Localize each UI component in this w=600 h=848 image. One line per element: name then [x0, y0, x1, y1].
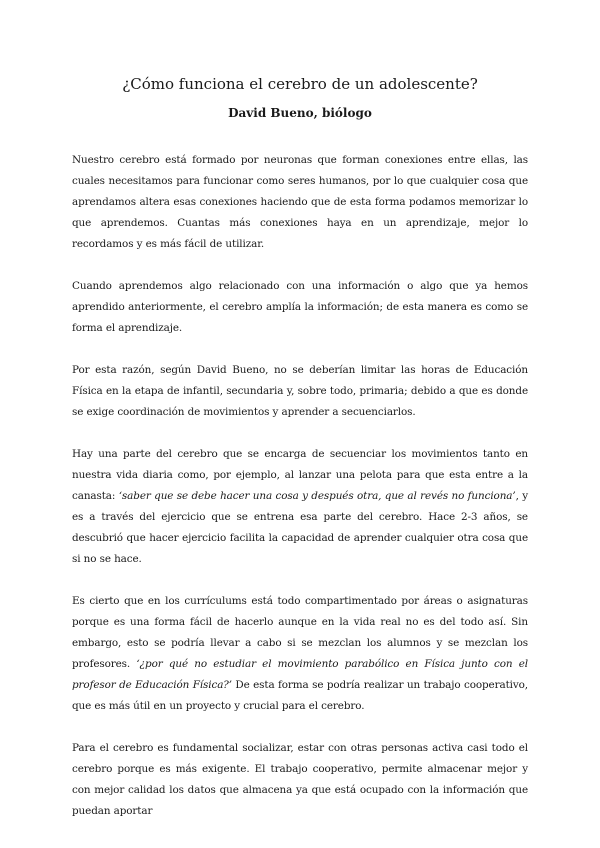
paragraph-5-text-before: Es cierto que en los currículums está todo compartimentado por áreas o asignaturas porque es una forma fácil de hacerlo aunque en la vida real no es del todo así. Sin embargo, esto se podría llevar a cabo si se mezclan los alumnos y se mezclan los profesores. [72, 595, 528, 670]
paragraph-6: Para el cerebro es fundamental socializar, estar con otras personas activa casi todo el cerebro porque es más exigente. El trabajo cooperativo, permite almacenar mejor y con mejor calidad los datos que almacena ya que está ocupado con la información que puedan aportar [72, 742, 528, 817]
paragraph-5-quote: ‘¿por qué no estudiar el movimiento parabólico en Física junto con el profesor de Educación Física?’ [72, 658, 529, 691]
page-title: ¿Cómo funciona el cerebro de un adolescente? [122, 75, 478, 93]
author-line: David Bueno, biólogo [228, 106, 372, 120]
paragraph-4-quote: ‘saber que se debe hacer una cosa y después otra, que al revés no funciona’ [118, 490, 516, 502]
paragraph-4-text-before: Hay una parte del cerebro que se encarga de secuenciar los movimientos tanto en nuestra vida diaria como, por ejemplo, al lanzar una pelota para que esta entre a la canasta: [72, 448, 528, 502]
paragraph-5 [72, 591, 528, 717]
paragraph-5-text-after: De esta forma se podría realizar un trabajo cooperativo, que es más útil en un proyecto y crucial para el cerebro. [72, 679, 528, 712]
paragraph-4 [72, 444, 528, 570]
paragraph-1: Nuestro cerebro está formado por neuronas que forman conexiones entre ellas, las cuales necesitamos para funcionar como seres humanos, por lo que cualquier cosa que aprendamos altera esas conexiones haciendo que de esta forma podamos memorizar lo que aprendemos. Cuantas más conexiones haya en un aprendizaje, mejor lo recordamos y es más fácil de utilizar. [72, 154, 528, 250]
paragraph-3: Por esta razón, según David Bueno, no se deberían limitar las horas de Educación Física en la etapa de infantil, secundaria y, sobre todo, primaria; debido a que es donde se exige coordinación de movimientos y aprender a secuenciarlos. [72, 364, 528, 418]
article-body [72, 150, 528, 843]
paragraph-4-text-after: , y es a través del ejercicio que se entrena esa parte del cerebro. Hace 2-3 años, se descubrió que hacer ejercicio facilita la capacidad de aprender cualquier otra cosa que si no se hace. [72, 490, 528, 565]
paragraph-2: Cuando aprendemos algo relacionado con una información o algo que ya hemos aprendido anteriormente, el cerebro amplía la información; de esta manera es como se forma el aprendizaje. [72, 280, 528, 334]
